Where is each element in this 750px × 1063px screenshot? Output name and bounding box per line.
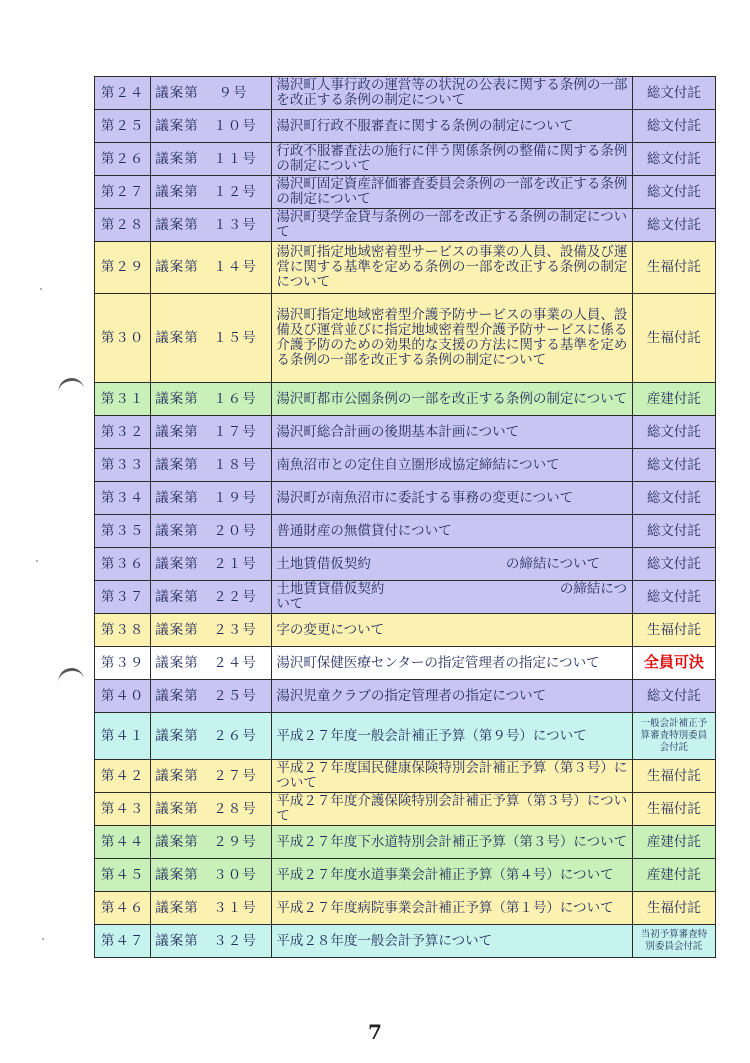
bill-number: 議案第 １４号 — [151, 242, 272, 294]
bill-number: 議案第 ２８号 — [151, 793, 272, 826]
agenda-row — [95, 647, 716, 680]
scan-speck — [42, 938, 44, 940]
bill-number: 議案第 ２７号 — [151, 760, 272, 793]
disposition: 総文付託 — [632, 515, 715, 548]
agenda-row — [95, 925, 716, 958]
bill-number: 議案第 ２３号 — [151, 614, 272, 647]
agenda-item-number: 第３４ — [95, 482, 151, 515]
bill-title: 湯沢児童クラブの指定管理者の指定について — [272, 680, 632, 713]
agenda-row — [95, 859, 716, 892]
agenda-item-number: 第３０ — [95, 294, 151, 383]
agenda-row — [95, 449, 716, 482]
agenda-item-number: 第４６ — [95, 892, 151, 925]
disposition: 生福付託 — [632, 242, 715, 294]
bill-number: 議案第 １３号 — [151, 209, 272, 242]
agenda-item-number: 第３１ — [95, 383, 151, 416]
agenda-item-number: 第２８ — [95, 209, 151, 242]
agenda-item-number: 第３５ — [95, 515, 151, 548]
disposition: 総文付託 — [632, 77, 715, 110]
bill-title: 平成２７年度下水道特別会計補正予算（第３号）について — [272, 826, 632, 859]
disposition-text: 当初予算審査特別委員会付託 — [640, 929, 708, 952]
disposition-text: 一般会計補正予算審査特別委員会付託 — [640, 718, 708, 753]
disposition: 産建付託 — [632, 383, 715, 416]
agenda-row — [95, 581, 716, 614]
bill-title: 平成２７年度水道事業会計補正予算（第４号）について — [272, 859, 632, 892]
agenda-item-number: 第４３ — [95, 793, 151, 826]
agenda-item-number: 第３７ — [95, 581, 151, 614]
agenda-row — [95, 416, 716, 449]
bill-title: 平成２７年度国民健康保険特別会計補正予算（第３号）について — [272, 760, 632, 793]
agenda-item-number: 第２５ — [95, 110, 151, 143]
disposition: 総文付託 — [632, 143, 715, 176]
bill-title: 行政不服審査法の施行に伴う関係条例の整備に関する条例の制定について — [272, 143, 632, 176]
agenda-row — [95, 482, 716, 515]
bill-title: 湯沢町固定資産評価審査委員会条例の一部を改正する条例の制定について — [272, 176, 632, 209]
disposition: 総文付託 — [632, 110, 715, 143]
bill-title: 普通財産の無償貸付について — [272, 515, 632, 548]
agenda-item-number: 第３３ — [95, 449, 151, 482]
agenda-item-number: 第３８ — [95, 614, 151, 647]
agenda-table-body — [95, 77, 716, 958]
punch-hole-mark-upper — [57, 376, 85, 398]
disposition: 生福付託 — [632, 892, 715, 925]
agenda-row — [95, 209, 716, 242]
bill-title: 平成２８年度一般会計予算について — [272, 925, 632, 958]
disposition: 産建付託 — [632, 826, 715, 859]
bill-number: 議案第 ２６号 — [151, 713, 272, 760]
disposition: 産建付託 — [632, 859, 715, 892]
disposition: 総文付託 — [632, 548, 715, 581]
disposition: 総文付託 — [632, 680, 715, 713]
bill-number: 議案第 ２５号 — [151, 680, 272, 713]
agenda-item-number: 第２６ — [95, 143, 151, 176]
agenda-row — [95, 892, 716, 925]
disposition — [632, 647, 715, 680]
agenda-item-number: 第４１ — [95, 713, 151, 760]
bill-number: 議案第 ９号 — [151, 77, 272, 110]
agenda-item-number: 第４０ — [95, 680, 151, 713]
agenda-row — [95, 110, 716, 143]
disposition: 総文付託 — [632, 209, 715, 242]
bill-number: 議案第 ３２号 — [151, 925, 272, 958]
agenda-row — [95, 548, 716, 581]
disposition: 総文付託 — [632, 416, 715, 449]
agenda-item-number: 第４５ — [95, 859, 151, 892]
bill-title: 平成２７年度一般会計補正予算（第９号）について — [272, 713, 632, 760]
agenda-row — [95, 77, 716, 110]
bill-number: 議案第 １７号 — [151, 416, 272, 449]
agenda-item-number: 第４４ — [95, 826, 151, 859]
disposition: 総文付託 — [632, 176, 715, 209]
disposition: 生福付託 — [632, 614, 715, 647]
agenda-row — [95, 826, 716, 859]
disposition-text: 全員可決 — [643, 653, 704, 671]
agenda-row — [95, 713, 716, 760]
agenda-item-number: 第２９ — [95, 242, 151, 294]
bill-title: 湯沢町保健医療センターの指定管理者の指定について — [272, 647, 632, 680]
bill-title: 字の変更について — [272, 614, 632, 647]
agenda-row — [95, 294, 716, 383]
agenda-item-number: 第２４ — [95, 77, 151, 110]
agenda-row — [95, 176, 716, 209]
agenda-row — [95, 760, 716, 793]
bill-title: 平成２７年度病院事業会計補正予算（第１号）について — [272, 892, 632, 925]
bill-title: 湯沢町奨学金貸与条例の一部を改正する条例の制定について — [272, 209, 632, 242]
agenda-row — [95, 680, 716, 713]
bill-title: 土地賃借仮契約 の締結について — [272, 548, 632, 581]
agenda-item-number: 第３６ — [95, 548, 151, 581]
bill-title: 湯沢町都市公園条例の一部を改正する条例の制定について — [272, 383, 632, 416]
punch-hole-mark-lower — [57, 666, 85, 688]
bill-title: 湯沢町が南魚沼市に委託する事務の変更について — [272, 482, 632, 515]
agenda-item-number: 第４７ — [95, 925, 151, 958]
bill-number: 議案第 １９号 — [151, 482, 272, 515]
bill-number: 議案第 ２０号 — [151, 515, 272, 548]
agenda-item-number: 第３９ — [95, 647, 151, 680]
scan-speck — [36, 560, 38, 562]
bill-number: 議案第 ２４号 — [151, 647, 272, 680]
agenda-item-number: 第２７ — [95, 176, 151, 209]
bill-title: 湯沢町総合計画の後期基本計画について — [272, 416, 632, 449]
disposition: 生福付託 — [632, 760, 715, 793]
bill-number: 議案第 ３０号 — [151, 859, 272, 892]
agenda-row — [95, 242, 716, 294]
bill-title: 湯沢町指定地域密着型サービスの事業の人員、設備及び運営に関する基準を定める条例の一部を改正する条例の制定について — [272, 242, 632, 294]
scan-speck — [40, 288, 42, 290]
agenda-item-number: 第４２ — [95, 760, 151, 793]
bill-title: 湯沢町行政不服審査に関する条例の制定について — [272, 110, 632, 143]
bill-number: 議案第 １０号 — [151, 110, 272, 143]
agenda-row — [95, 614, 716, 647]
agenda-row — [95, 515, 716, 548]
bill-title: 湯沢町指定地域密着型介護予防サービスの事業の人員、設備及び運営並びに指定地域密着型介護予防サービスに係る介護予防のための効果的な支援の方法に関する基準を定める条例の一部を改正する条例の制定について — [272, 294, 632, 383]
bill-number: 議案第 １８号 — [151, 449, 272, 482]
disposition: 総文付託 — [632, 482, 715, 515]
disposition: 総文付託 — [632, 581, 715, 614]
bill-title: 湯沢町人事行政の運営等の状況の公表に関する条例の一部を改正する条例の制定について — [272, 77, 632, 110]
bill-number: 議案第 １６号 — [151, 383, 272, 416]
bill-number: 議案第 １２号 — [151, 176, 272, 209]
bill-number: 議案第 １１号 — [151, 143, 272, 176]
disposition: 総文付託 — [632, 449, 715, 482]
disposition: 生福付託 — [632, 294, 715, 383]
disposition: 生福付託 — [632, 793, 715, 826]
bill-number: 議案第 ２２号 — [151, 581, 272, 614]
bill-number: 議案第 ２１号 — [151, 548, 272, 581]
bill-title: 平成２７年度介護保険特別会計補正予算（第３号）について — [272, 793, 632, 826]
agenda-row — [95, 793, 716, 826]
agenda-row — [95, 383, 716, 416]
bill-number: 議案第 １５号 — [151, 294, 272, 383]
agenda-table — [94, 76, 716, 958]
bill-number: 議案第 ２９号 — [151, 826, 272, 859]
bill-title: 南魚沼市との定住自立圏形成協定締結について — [272, 449, 632, 482]
page-number: 7 — [368, 1020, 382, 1044]
disposition — [632, 713, 715, 760]
disposition — [632, 925, 715, 958]
agenda-item-number: 第３２ — [95, 416, 151, 449]
bill-number: 議案第 ３１号 — [151, 892, 272, 925]
agenda-row — [95, 143, 716, 176]
bill-title: 土地賃貸借仮契約 の締結について — [272, 581, 632, 614]
